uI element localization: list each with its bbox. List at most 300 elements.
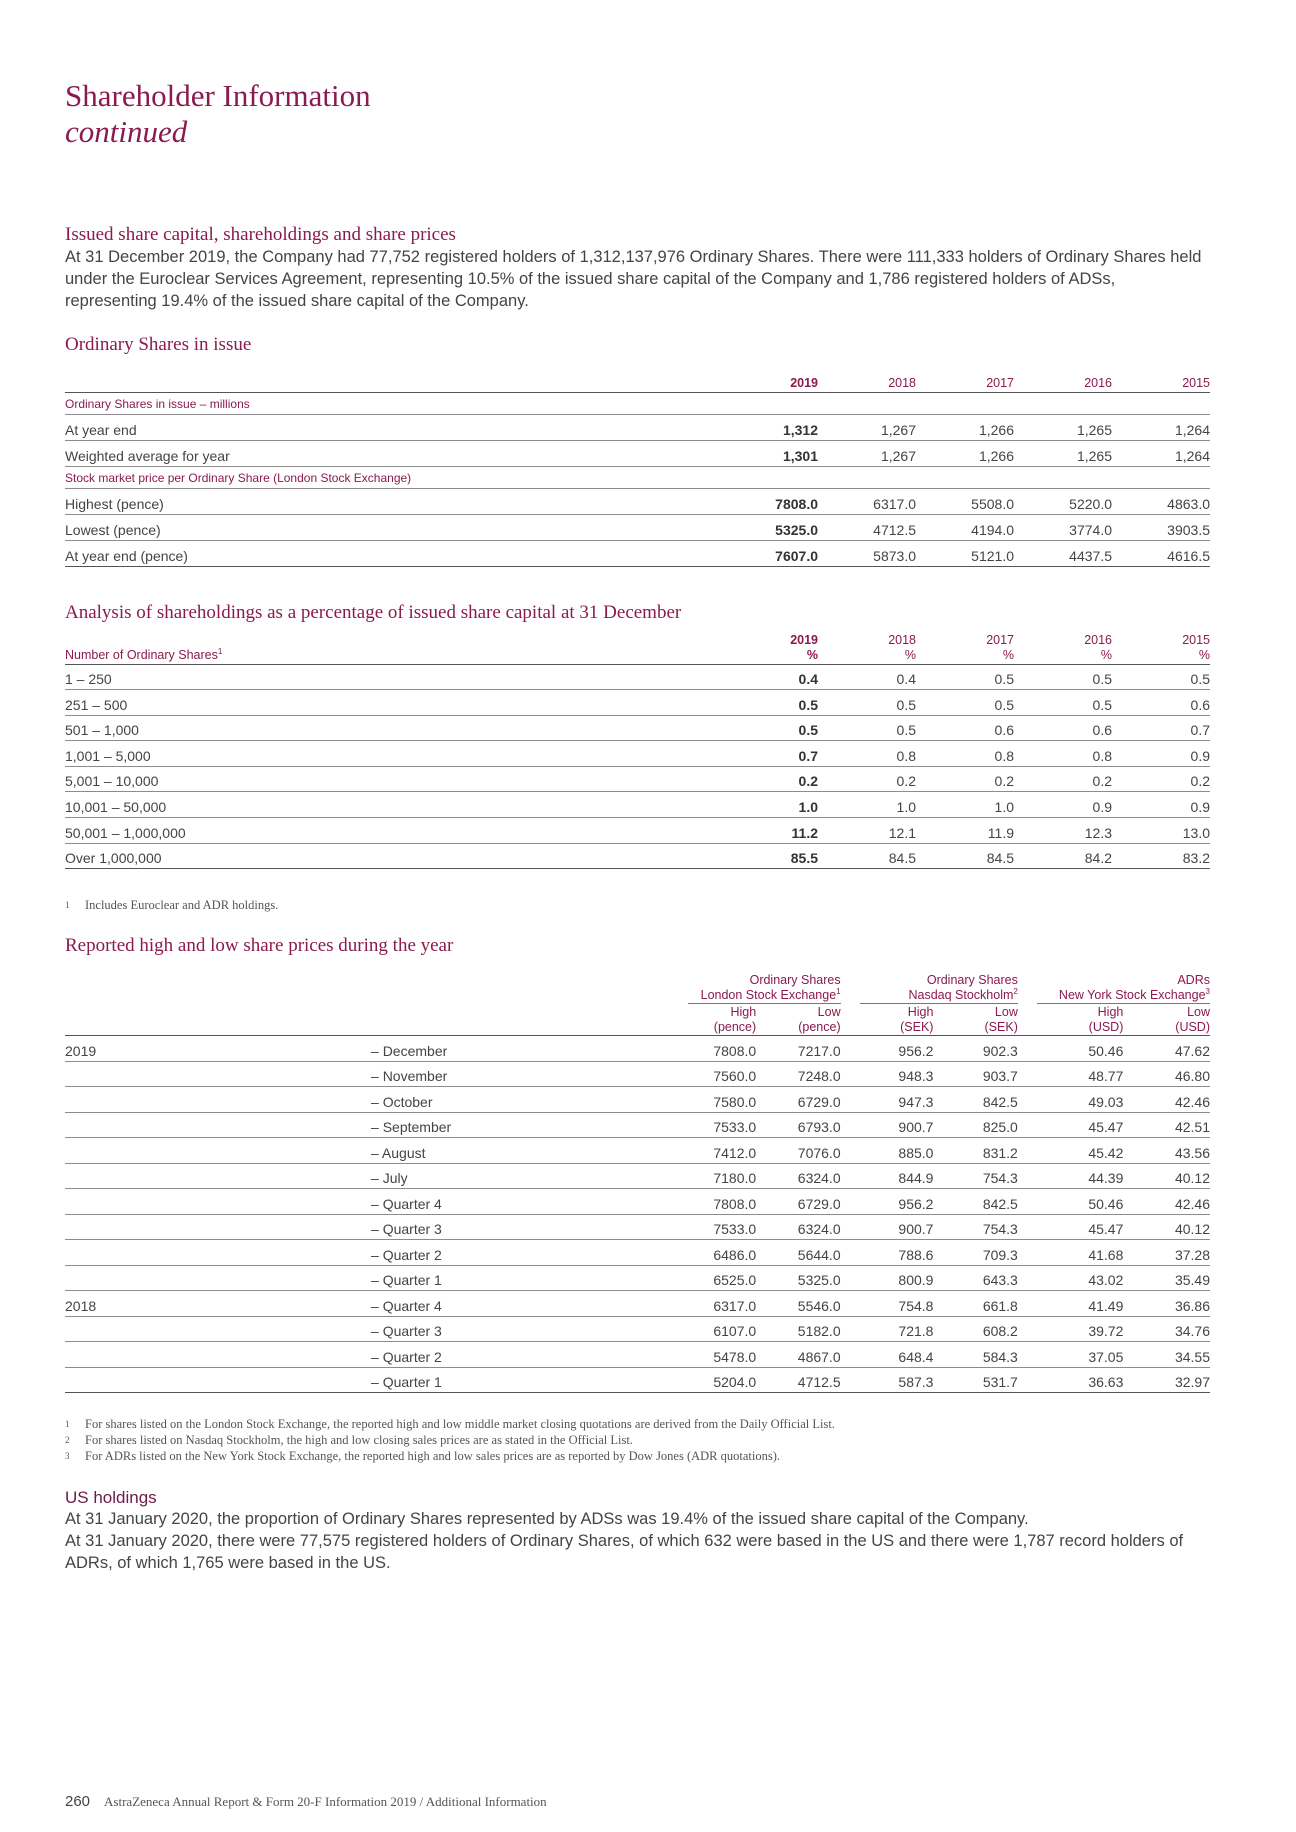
cell: 84.2: [1014, 843, 1112, 869]
col-unit: (pence): [798, 1020, 841, 1034]
cell: 7607.0: [720, 540, 818, 566]
issued-heading: Issued share capital, shareholdings and share prices: [65, 224, 456, 245]
analysis-year-2016: [1014, 632, 1112, 664]
cell: 1,312: [720, 414, 818, 440]
cell: 0.8: [818, 741, 916, 767]
cell: 1.0: [720, 792, 818, 818]
table-row: [65, 440, 1210, 466]
blank: [65, 1004, 371, 1036]
row-period: – Quarter 1: [371, 1265, 688, 1291]
analysis-label-header: [65, 632, 720, 664]
analysis-label-text: Number of Ordinary Shares: [65, 647, 218, 662]
table-row: [65, 540, 1210, 566]
table-row: [65, 818, 1210, 844]
col-lse-low: [756, 1004, 840, 1036]
cell: 7808.0: [720, 488, 818, 514]
cell: 48.77: [1037, 1061, 1124, 1087]
cell: 5182.0: [756, 1316, 840, 1342]
table-row: [65, 715, 1210, 741]
cell: 0.5: [720, 715, 818, 741]
cell: 7560.0: [688, 1061, 757, 1087]
row-year: [65, 1189, 371, 1215]
cell: 956.2: [860, 1036, 934, 1062]
cell: 43.56: [1123, 1138, 1210, 1164]
cell: 825.0: [933, 1112, 1017, 1138]
row-period: – September: [371, 1112, 688, 1138]
row-period: – Quarter 1: [371, 1367, 688, 1393]
row-label: 50,001 – 1,000,000: [65, 818, 720, 844]
group-lse: [688, 973, 841, 1004]
cell: 844.9: [860, 1163, 934, 1189]
year-label: 2017: [986, 632, 1014, 647]
spacer: [1018, 1061, 1037, 1087]
prices-footnotes: [65, 1416, 835, 1464]
cell: 0.7: [1112, 715, 1210, 741]
cell: 900.7: [860, 1214, 934, 1240]
cell: 1,266: [916, 414, 1014, 440]
cell: 84.5: [818, 843, 916, 869]
row-year: [65, 1061, 371, 1087]
spacer: [1018, 1189, 1037, 1215]
cell: 7533.0: [688, 1112, 757, 1138]
col-nyse-low: [1123, 1004, 1210, 1036]
cell: 5478.0: [688, 1342, 757, 1368]
cell: 41.68: [1037, 1240, 1124, 1266]
row-period: – Quarter 4: [371, 1189, 688, 1215]
us-text: [65, 1508, 1210, 1574]
analysis-footnote: [65, 897, 278, 913]
cell: 44.39: [1037, 1163, 1124, 1189]
ordinary-heading: Ordinary Shares in issue: [65, 334, 252, 355]
cell: 6317.0: [688, 1291, 757, 1317]
cell: 4867.0: [756, 1342, 840, 1368]
cell: 7248.0: [756, 1061, 840, 1087]
table-row: [65, 1240, 1210, 1266]
cell: 0.2: [1014, 766, 1112, 792]
table-row: [65, 488, 1210, 514]
spacer: [1018, 1163, 1037, 1189]
cell: 4616.5: [1112, 540, 1210, 566]
cell: 6317.0: [818, 488, 916, 514]
table-row: [65, 1291, 1210, 1317]
cell: 842.5: [933, 1087, 1017, 1113]
cell: 0.2: [1112, 766, 1210, 792]
col-label: High: [730, 1005, 757, 1019]
cell: 842.5: [933, 1189, 1017, 1215]
cell: 47.62: [1123, 1036, 1210, 1062]
cell: 584.3: [933, 1342, 1017, 1368]
group-line1: Ordinary Shares: [926, 973, 1018, 987]
cell: 5220.0: [1014, 488, 1112, 514]
cell: 6486.0: [688, 1240, 757, 1266]
cell: 39.72: [1037, 1316, 1124, 1342]
col-label: Low: [1187, 1005, 1210, 1019]
row-year: [65, 1138, 371, 1164]
table-row: [65, 766, 1210, 792]
cell: 7580.0: [688, 1087, 757, 1113]
cell: 948.3: [860, 1061, 934, 1087]
spacer: [841, 1240, 860, 1266]
col-label: High: [907, 1005, 934, 1019]
cell: 0.9: [1112, 792, 1210, 818]
cell: 788.6: [860, 1240, 934, 1266]
cell: 50.46: [1037, 1036, 1124, 1062]
analysis-year-2017: [916, 632, 1014, 664]
cell: 50.46: [1037, 1189, 1124, 1215]
cell: 42.46: [1123, 1189, 1210, 1215]
col-unit: (USD): [1175, 1020, 1210, 1034]
ordinary-year-2019: 2019: [720, 370, 818, 392]
spacer: [841, 1112, 860, 1138]
row-label: 5,001 – 10,000: [65, 766, 720, 792]
row-label: 10,001 – 50,000: [65, 792, 720, 818]
footnote-text: For shares listed on the London Stock Exchange, the reported high and low middle market closing quotations are derived from the Daily Official List.: [85, 1417, 835, 1431]
ordinary-group-row: [65, 392, 1210, 414]
table-row: [65, 1112, 1210, 1138]
table-row: [65, 1214, 1210, 1240]
row-label: Over 1,000,000: [65, 843, 720, 869]
blank: [371, 1004, 688, 1036]
col-unit: (pence): [713, 1020, 757, 1034]
row-period: – December: [371, 1036, 688, 1062]
spacer: [841, 1087, 860, 1113]
cell: 5873.0: [818, 540, 916, 566]
group-line2-text: Nasdaq Stockholm: [908, 988, 1014, 1002]
cell: 1.0: [818, 792, 916, 818]
page-number: 260: [65, 1793, 91, 1810]
analysis-year-2015: [1112, 632, 1210, 664]
cell: 6729.0: [756, 1189, 840, 1215]
analysis-year-2018: [818, 632, 916, 664]
cell: 35.49: [1123, 1265, 1210, 1291]
cell: 0.4: [818, 664, 916, 690]
spacer: [841, 1291, 860, 1317]
cell: 0.5: [720, 690, 818, 716]
cell: 42.46: [1123, 1087, 1210, 1113]
cell: 0.5: [916, 690, 1014, 716]
cell: 0.2: [916, 766, 1014, 792]
us-paragraph-2: At 31 January 2020, there were 77,575 registered holders of Ordinary Shares, of which 632 were based in the US and there were 1,787 record holders of ADRs, of which 1,765 were based in the US.: [65, 1532, 1184, 1572]
col-label: High: [1097, 1005, 1124, 1019]
cell: 648.4: [860, 1342, 934, 1368]
cell: 800.9: [860, 1265, 934, 1291]
cell: 900.7: [860, 1112, 934, 1138]
cell: 13.0: [1112, 818, 1210, 844]
cell: 0.2: [720, 766, 818, 792]
col-nasdaq-high: [860, 1004, 934, 1036]
cell: 11.2: [720, 818, 818, 844]
row-label: Weighted average for year: [65, 440, 720, 466]
ordinary-year-2018: 2018: [818, 370, 916, 392]
cell: 6729.0: [756, 1087, 840, 1113]
prices-heading: Reported high and low share prices during the year: [65, 935, 454, 956]
cell: 84.5: [916, 843, 1014, 869]
cell: 4437.5: [1014, 540, 1112, 566]
footnote-mark: 1: [65, 900, 70, 910]
spacer: [841, 1036, 860, 1062]
ordinary-group-row: [65, 466, 1210, 488]
table-row: [65, 843, 1210, 869]
row-period: – Quarter 3: [371, 1316, 688, 1342]
pct-label: %: [1100, 647, 1112, 662]
footnote-ref: 1: [836, 987, 841, 996]
table-row: [65, 514, 1210, 540]
cell: 7808.0: [688, 1036, 757, 1062]
cell: 721.8: [860, 1316, 934, 1342]
pct-label: %: [806, 647, 818, 662]
cell: 0.5: [1112, 664, 1210, 690]
cell: 7076.0: [756, 1138, 840, 1164]
cell: 7180.0: [688, 1163, 757, 1189]
cell: 643.3: [933, 1265, 1017, 1291]
cell: 903.7: [933, 1061, 1017, 1087]
table-row: [65, 741, 1210, 767]
blank: [65, 973, 371, 1004]
row-label: 251 – 500: [65, 690, 720, 716]
row-year: [65, 1265, 371, 1291]
cell: 45.47: [1037, 1214, 1124, 1240]
cell: 5325.0: [720, 514, 818, 540]
cell: 754.3: [933, 1163, 1017, 1189]
spacer: [841, 1138, 860, 1164]
cell: 0.9: [1112, 741, 1210, 767]
cell: 1,267: [818, 440, 916, 466]
row-label: At year end (pence): [65, 540, 720, 566]
cell: 11.9: [916, 818, 1014, 844]
spacer: [1018, 1138, 1037, 1164]
issued-text: [65, 246, 1210, 312]
row-period: – August: [371, 1138, 688, 1164]
group-line2: [688, 988, 841, 1003]
row-period: – Quarter 3: [371, 1214, 688, 1240]
cell: 42.51: [1123, 1112, 1210, 1138]
group-line2: [860, 988, 1018, 1003]
year-label: 2016: [1084, 632, 1112, 647]
col-label: Low: [817, 1005, 841, 1019]
cell: 4712.5: [818, 514, 916, 540]
cell: 7412.0: [688, 1138, 757, 1164]
cell: 608.2: [933, 1316, 1017, 1342]
row-label: 1 – 250: [65, 664, 720, 690]
cell: 0.5: [818, 690, 916, 716]
footnote: [65, 1432, 835, 1448]
cell: 0.4: [720, 664, 818, 690]
spacer: [841, 1214, 860, 1240]
spacer: [1018, 1316, 1037, 1342]
table-row: [65, 792, 1210, 818]
spacer: [841, 1061, 860, 1087]
group-line2-text: London Stock Exchange: [700, 988, 837, 1002]
prices-group-header: [65, 973, 1210, 1004]
analysis-body: [65, 664, 1210, 869]
cell: 45.47: [1037, 1112, 1124, 1138]
group-nasdaq: [860, 973, 1018, 1004]
cell: 5508.0: [916, 488, 1014, 514]
page-footer: [65, 1793, 547, 1810]
ordinary-group-label: Stock market price per Ordinary Share (London Stock Exchange): [65, 466, 1210, 488]
prices-body: [65, 1036, 1210, 1393]
row-label: At year end: [65, 414, 720, 440]
spacer: [841, 1316, 860, 1342]
cell: 661.8: [933, 1291, 1017, 1317]
row-year: [65, 1087, 371, 1113]
table-row: [65, 690, 1210, 716]
cell: 1,264: [1112, 440, 1210, 466]
row-period: – October: [371, 1087, 688, 1113]
footnote: [65, 1448, 835, 1464]
cell: 37.28: [1123, 1240, 1210, 1266]
spacer: [1018, 1214, 1037, 1240]
cell: 40.12: [1123, 1163, 1210, 1189]
cell: 754.3: [933, 1214, 1017, 1240]
cell: 49.03: [1037, 1087, 1124, 1113]
cell: 7808.0: [688, 1189, 757, 1215]
row-period: – November: [371, 1061, 688, 1087]
cell: 0.5: [818, 715, 916, 741]
cell: 4863.0: [1112, 488, 1210, 514]
col-unit: (SEK): [900, 1020, 934, 1034]
footnote-mark: 3: [65, 1451, 70, 1461]
blank: [371, 973, 688, 1004]
table-row: [65, 1265, 1210, 1291]
cell: 0.6: [1014, 715, 1112, 741]
spacer: [1018, 1240, 1037, 1266]
spacer: [841, 1163, 860, 1189]
cell: 587.3: [860, 1367, 934, 1393]
cell: 6525.0: [688, 1265, 757, 1291]
cell: 3774.0: [1014, 514, 1112, 540]
spacer: [1018, 1367, 1037, 1393]
ordinary-shares-table: [65, 370, 1210, 567]
us-paragraph-1: At 31 January 2020, the proportion of Ordinary Shares represented by ADSs was 19.4% of the issued share capital of the Company.: [65, 1510, 1029, 1528]
cell: 85.5: [720, 843, 818, 869]
cell: 34.76: [1123, 1316, 1210, 1342]
cell: 709.3: [933, 1240, 1017, 1266]
table-row: [65, 1367, 1210, 1393]
cell: 947.3: [860, 1087, 934, 1113]
footnote-text: For shares listed on Nasdaq Stockholm, the high and low closing sales prices are as stated in the Official List.: [85, 1433, 633, 1447]
ordinary-group-label: Ordinary Shares in issue – millions: [65, 392, 1210, 414]
cell: 45.42: [1037, 1138, 1124, 1164]
row-period: – July: [371, 1163, 688, 1189]
blank: [1018, 973, 1037, 1004]
cell: 43.02: [1037, 1265, 1124, 1291]
footnote-ref: 1: [217, 646, 223, 656]
spacer: [841, 1342, 860, 1368]
group-line1: Ordinary Shares: [749, 973, 841, 987]
row-label: 501 – 1,000: [65, 715, 720, 741]
group-line2-text: New York Stock Exchange: [1058, 988, 1206, 1002]
cell: 4194.0: [916, 514, 1014, 540]
cell: 1,266: [916, 440, 1014, 466]
ordinary-header-label: [65, 370, 720, 392]
cell: 0.5: [1014, 664, 1112, 690]
col-unit: (SEK): [984, 1020, 1018, 1034]
cell: 37.05: [1037, 1342, 1124, 1368]
group-line2: [1037, 988, 1210, 1003]
pct-label: %: [1002, 647, 1014, 662]
pct-label: %: [1198, 647, 1210, 662]
spacer: [841, 1367, 860, 1393]
cell: 40.12: [1123, 1214, 1210, 1240]
row-year: [65, 1214, 371, 1240]
row-label: Lowest (pence): [65, 514, 720, 540]
col-lse-high: [688, 1004, 757, 1036]
spacer: [1018, 1036, 1037, 1062]
cell: 1,265: [1014, 440, 1112, 466]
year-label: 2015: [1182, 632, 1210, 647]
col-unit: (USD): [1088, 1020, 1124, 1034]
cell: 12.1: [818, 818, 916, 844]
blank: [1018, 1004, 1037, 1036]
row-year: [65, 1342, 371, 1368]
footnote-text: Includes Euroclear and ADR holdings.: [85, 898, 279, 912]
spacer: [841, 1265, 860, 1291]
page-title: Shareholder Information: [65, 78, 371, 113]
row-period: – Quarter 2: [371, 1342, 688, 1368]
issued-paragraph: At 31 December 2019, the Company had 77,752 registered holders of 1,312,137,976 Ordinary Shares. There were 111,333 holders of Ordinary Shares held under the Euroclear Services Agreement, representing 10.5% of the issued share capital of the Company and 1,786 registered holders of ADSs, representing 19.4% of the issued share capital of the Company.: [65, 248, 1202, 310]
cell: 0.8: [916, 741, 1014, 767]
cell: 36.86: [1123, 1291, 1210, 1317]
row-year: [65, 1112, 371, 1138]
cell: 0.6: [916, 715, 1014, 741]
cell: 0.6: [1112, 690, 1210, 716]
table-row: [65, 1036, 1210, 1062]
row-period: – Quarter 4: [371, 1291, 688, 1317]
us-heading: US holdings: [65, 1488, 157, 1507]
table-row: [65, 1061, 1210, 1087]
cell: 1,265: [1014, 414, 1112, 440]
group-line1: ADRs: [1177, 973, 1210, 987]
col-nyse-high: [1037, 1004, 1124, 1036]
row-year: [65, 1240, 371, 1266]
row-year: 2019: [65, 1036, 371, 1062]
cell: 6324.0: [756, 1214, 840, 1240]
cell: 1,264: [1112, 414, 1210, 440]
spacer: [841, 1189, 860, 1215]
cell: 0.5: [1014, 690, 1112, 716]
spacer: [1018, 1291, 1037, 1317]
footnote-ref: 2: [1013, 987, 1018, 996]
footnote-mark: 1: [65, 1419, 70, 1429]
cell: 41.49: [1037, 1291, 1124, 1317]
row-year: [65, 1367, 371, 1393]
pct-label: %: [904, 647, 916, 662]
cell: 6793.0: [756, 1112, 840, 1138]
cell: 5546.0: [756, 1291, 840, 1317]
cell: 1,301: [720, 440, 818, 466]
spacer: [1018, 1087, 1037, 1113]
analysis-header-row: [65, 632, 1210, 664]
ordinary-header-row: [65, 370, 1210, 392]
cell: 1,267: [818, 414, 916, 440]
cell: 34.55: [1123, 1342, 1210, 1368]
prices-table: [65, 973, 1210, 1393]
row-period: – Quarter 2: [371, 1240, 688, 1266]
cell: 4712.5: [756, 1367, 840, 1393]
cell: 7217.0: [756, 1036, 840, 1062]
row-label: Highest (pence): [65, 488, 720, 514]
cell: 0.7: [720, 741, 818, 767]
col-nasdaq-low: [933, 1004, 1017, 1036]
prices-col-header: [65, 1004, 1210, 1036]
ordinary-year-2017: 2017: [916, 370, 1014, 392]
cell: 46.80: [1123, 1061, 1210, 1087]
cell: 754.8: [860, 1291, 934, 1317]
footer-text: AstraZeneca Annual Report & Form 20-F Information 2019 / Additional Information: [104, 1794, 547, 1809]
year-label: 2019: [790, 632, 818, 647]
table-row: [65, 1163, 1210, 1189]
